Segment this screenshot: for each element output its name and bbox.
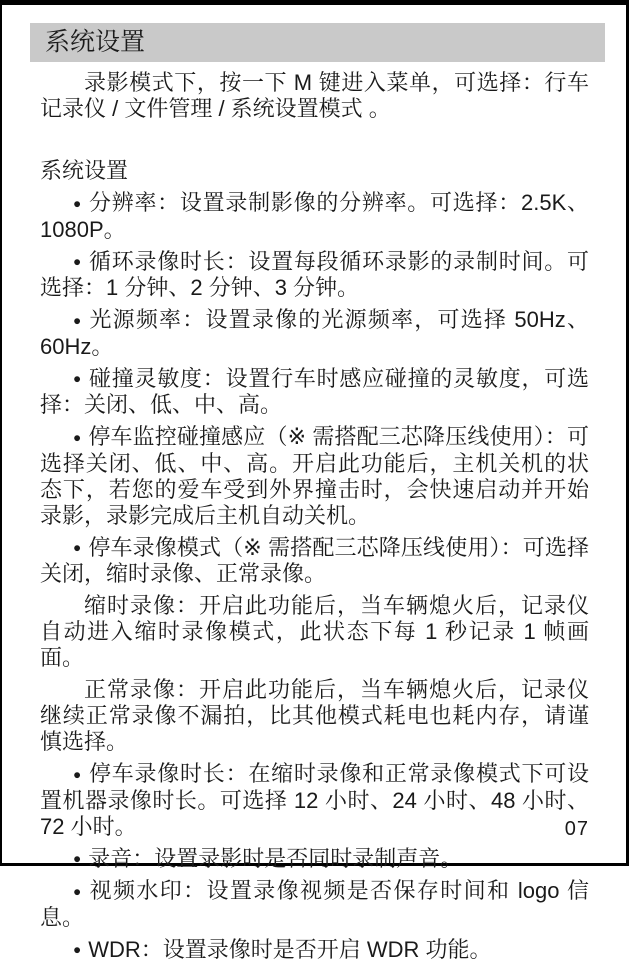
- item-text: 光源频率：设置录像的光源频率，可选择 50Hz、60Hz。: [40, 307, 589, 359]
- intro-paragraph: 录影模式下，按一下 M 键进入菜单，可选择：行车记录仪 / 文件管理 / 系统设置模式 。: [40, 70, 589, 121]
- bullet-icon: ●: [73, 540, 82, 556]
- item-text: 录音：设置录影时是否同时录制声音。: [88, 845, 463, 871]
- bullet-icon: ●: [73, 942, 82, 958]
- item-text: WDR：设置录像时是否开启 WDR 功能。: [88, 936, 492, 962]
- bullet-item: [40, 937, 589, 963]
- item-text: 停车监控碰撞感应（※ 需搭配三芯降压线使用）：可选择关闭、低、中、高。开启此功能后，主机关机的状态下，若您的爱车受到外界撞击时，会快速启动并开始录影，录影完成后主机自动关机。: [40, 424, 589, 528]
- item-text: 停车录像时长：在缩时录像和正常录像模式下可设置机器录像时长。可选择 12 小时、24 小时、48 小时、72 小时。: [40, 761, 589, 839]
- page-content: [2, 62, 626, 963]
- bullet-icon: ●: [73, 195, 82, 211]
- bullet-item: [40, 366, 589, 419]
- bullet-item: [40, 846, 589, 873]
- bullet-item: [40, 249, 589, 302]
- bullet-item: [40, 307, 589, 360]
- bullet-icon: ●: [73, 429, 82, 445]
- bullet-icon: ●: [73, 254, 82, 270]
- note-paragraph: [40, 677, 589, 755]
- settings-list: [40, 190, 589, 963]
- bullet-icon: ●: [73, 766, 82, 782]
- bullet-item: [40, 761, 589, 840]
- bullet-item: [40, 878, 589, 931]
- page-number: 07: [564, 818, 589, 840]
- bullet-icon: ●: [73, 883, 83, 899]
- section-title-bar: [30, 23, 605, 62]
- note-paragraph: [40, 593, 589, 671]
- item-text: 停车录像模式（※ 需搭配三芯降压线使用）：可选择关闭，缩时录像、正常录像。: [40, 534, 589, 587]
- bullet-item: [40, 424, 589, 529]
- bullet-icon: ●: [73, 312, 83, 328]
- bullet-item: [40, 535, 589, 588]
- item-text: 视频水印：设置录像视频是否保存时间和 logo 信息。: [40, 878, 589, 930]
- item-text: 碰撞灵敏度：设置行车时感应碰撞的灵敏度，可选择：关闭、低、中、高。: [40, 365, 589, 418]
- bullet-icon: ●: [73, 851, 82, 867]
- section-label: 系统设置: [40, 158, 129, 183]
- item-text: 循环录像时长：设置每段循环录影的录制时间。可选择：1 分钟、2 分钟、3 分钟。: [40, 248, 589, 301]
- page-title: 系统设置: [45, 28, 146, 56]
- bullet-item: [40, 190, 589, 243]
- item-text: 缩时录像：开启此功能后，当车辆熄火后，记录仪自动进入缩时录像模式，此状态下每 1 秒记录 1 帧画面。: [40, 593, 589, 671]
- item-text: 正常录像：开启此功能后，当车辆熄火后，记录仪继续正常录像不漏拍，比其他模式耗电也耗内存，请谨慎选择。: [40, 677, 589, 755]
- item-text: 分辨率：设置录制影像的分辨率。可选择：2.5K、1080P。: [40, 190, 589, 242]
- bullet-icon: ●: [73, 371, 82, 387]
